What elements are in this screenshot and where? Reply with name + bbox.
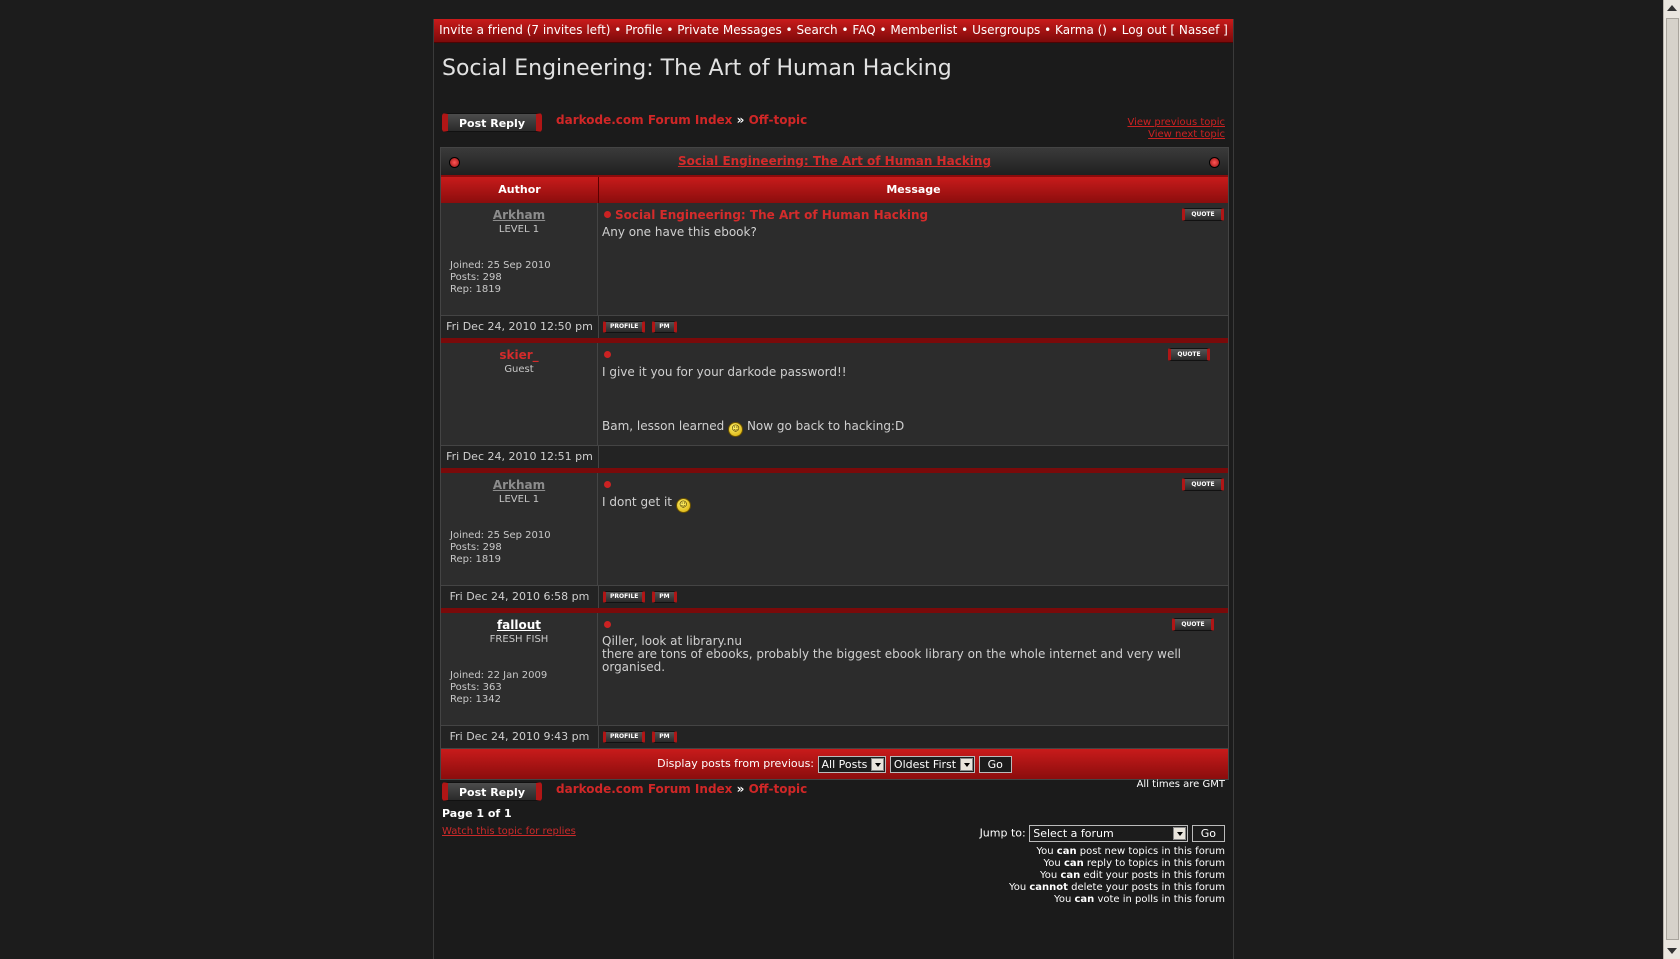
nav-logout[interactable]: Log out [ Nassef ] — [1121, 23, 1228, 37]
smiley-icon: ☺ — [728, 422, 743, 437]
breadcrumb-top: darkode.com Forum Index » Off-topic — [556, 113, 808, 127]
author-link[interactable]: Arkham — [492, 478, 546, 492]
author-rank: Guest — [504, 364, 534, 375]
column-headers — [441, 177, 1228, 203]
profile-button[interactable]: PROFILE — [603, 591, 645, 603]
post-icon — [604, 351, 611, 358]
display-options-bar — [441, 748, 1228, 779]
author-rank: LEVEL 1 — [498, 494, 540, 505]
post-subject: Social Engineering: The Art of Human Hacking — [615, 208, 929, 222]
post-date: Fri Dec 24, 2010 12:50 pm — [441, 316, 599, 338]
nav-faq[interactable]: FAQ — [852, 23, 876, 37]
author-rank: LEVEL 1 — [498, 224, 540, 235]
sort-order-select[interactable]: Oldest First — [890, 756, 975, 773]
jump-to: Jump to: Select a forum Go — [980, 825, 1225, 842]
nav-search[interactable]: Search — [796, 23, 838, 37]
profile-button[interactable]: PROFILE — [603, 321, 645, 333]
pm-button[interactable]: PM — [652, 321, 676, 333]
timezone-note: All times are GMT — [1136, 779, 1225, 790]
post-text: I dont get it ☺ — [602, 495, 1224, 513]
page-wrapper — [433, 19, 1234, 959]
topic-table — [440, 147, 1229, 780]
topic-title-link[interactable]: Social Engineering: The Art of Human Hacking — [677, 154, 992, 168]
post-icon — [604, 621, 611, 628]
jump-forum-select[interactable]: Select a forum — [1029, 825, 1188, 842]
pm-button[interactable]: PM — [652, 731, 676, 743]
post-text: I give it you for your darkode password!! — [602, 365, 847, 379]
post-3 — [441, 473, 1228, 613]
post-author-block — [441, 203, 598, 315]
view-previous-topic-link[interactable]: View previous topic — [1127, 117, 1225, 128]
quote-button[interactable]: QUOTE — [1182, 478, 1224, 491]
message-column-header: Message — [886, 183, 941, 196]
scroll-down-icon[interactable] — [1667, 948, 1677, 954]
post-footer — [441, 585, 1228, 608]
post-message — [598, 203, 1228, 315]
bullet-icon — [1209, 157, 1220, 168]
post-text: Bam, lesson learned ☺ Now go back to hacking:D — [602, 419, 1224, 437]
breadcrumb-forum-link[interactable]: Off-topic — [748, 113, 808, 127]
post-icon — [604, 481, 611, 488]
nav-private-messages[interactable]: Private Messages — [677, 23, 782, 37]
post-date: Fri Dec 24, 2010 9:43 pm — [441, 726, 599, 748]
post-author-block — [441, 613, 598, 725]
post-date: Fri Dec 24, 2010 12:51 pm — [441, 446, 599, 468]
watch-topic-link[interactable]: Watch this topic for replies — [442, 826, 576, 837]
nav-karma[interactable]: Karma () — [1055, 23, 1107, 37]
post-2 — [441, 343, 1228, 473]
chevron-down-icon — [871, 758, 884, 771]
forum-permissions: You can post new topics in this forum You can reply to topics in this forum You can edit your posts in this forum You cannot delete your posts in this forum You can vote in polls in this forum — [1008, 846, 1225, 905]
bullet-icon — [449, 157, 460, 168]
profile-button[interactable]: PROFILE — [603, 731, 645, 743]
nav-usergroups[interactable]: Usergroups — [972, 23, 1041, 37]
post-reply-button-bottom[interactable]: Post Reply — [442, 782, 542, 801]
nav-profile[interactable]: Profile — [625, 23, 663, 37]
display-label: Display posts from previous: — [657, 757, 815, 770]
post-reply-button-top[interactable]: Post Reply — [442, 113, 542, 132]
vertical-scrollbar[interactable] — [1663, 0, 1680, 959]
page-count: Page 1 of 1 — [442, 807, 512, 820]
quote-button[interactable]: QUOTE — [1168, 348, 1210, 361]
breadcrumb-bottom: darkode.com Forum Index » Off-topic — [556, 782, 808, 796]
post-author-block — [441, 473, 598, 585]
breadcrumb-forum-link[interactable]: Off-topic — [748, 782, 808, 796]
post-date: Fri Dec 24, 2010 6:58 pm — [441, 586, 599, 608]
scrollbar-thumb[interactable] — [1666, 18, 1679, 940]
post-message — [598, 613, 1228, 725]
author-stats: Joined: 22 Jan 2009 Posts: 363 Rep: 1342 — [450, 670, 548, 705]
post-footer — [441, 445, 1228, 468]
top-navigation: Invite a friend (7 invites left) • Profile • Private Messages • Search • FAQ • Memberlist • Usergroups • Karma () • Log out [ Nassef ] — [434, 19, 1233, 43]
author-stats: Joined: 25 Sep 2010 Posts: 298 Rep: 1819 — [450, 530, 551, 565]
post-4 — [441, 613, 1228, 748]
breadcrumb-index-link[interactable]: darkode.com Forum Index — [556, 113, 733, 127]
view-next-topic-link[interactable]: View next topic — [1148, 129, 1225, 140]
prev-next-links — [1127, 117, 1225, 141]
author-rank: FRESH FISH — [489, 634, 549, 645]
scroll-up-icon[interactable] — [1667, 5, 1677, 11]
author-link[interactable]: fallout — [496, 618, 542, 632]
post-icon — [604, 211, 611, 218]
posts-filter-select[interactable]: All Posts — [818, 756, 887, 773]
post-author-block — [441, 343, 598, 445]
chevron-down-icon — [960, 758, 973, 771]
post-text: Qiller, look at library.nu there are tons of ebooks, probably the biggest ebook library on the whole internet and very well organised. — [602, 634, 1181, 674]
breadcrumb-index-link[interactable]: darkode.com Forum Index — [556, 782, 733, 796]
quote-button[interactable]: QUOTE — [1182, 208, 1224, 221]
author-name: skier_ — [499, 348, 539, 362]
nav-invite[interactable]: Invite a friend (7 invites left) — [439, 23, 611, 37]
page-title: Social Engineering: The Art of Human Hacking — [442, 56, 952, 81]
quote-button[interactable]: QUOTE — [1172, 618, 1214, 631]
post-1 — [441, 203, 1228, 343]
author-link[interactable]: Arkham — [492, 208, 546, 222]
display-go-button[interactable]: Go — [979, 756, 1012, 773]
topic-table-header — [441, 148, 1228, 177]
author-stats: Joined: 25 Sep 2010 Posts: 298 Rep: 1819 — [450, 260, 551, 295]
smiley-icon: ☺ — [676, 498, 691, 513]
author-column-header: Author — [441, 177, 599, 203]
post-text: Any one have this ebook? — [602, 225, 757, 239]
jump-go-button[interactable]: Go — [1192, 825, 1225, 842]
post-message — [598, 343, 1228, 445]
nav-memberlist[interactable]: Memberlist — [890, 23, 958, 37]
post-message — [598, 473, 1228, 585]
pm-button[interactable]: PM — [652, 591, 676, 603]
post-footer — [441, 725, 1228, 748]
post-footer — [441, 315, 1228, 338]
chevron-down-icon — [1173, 827, 1186, 840]
